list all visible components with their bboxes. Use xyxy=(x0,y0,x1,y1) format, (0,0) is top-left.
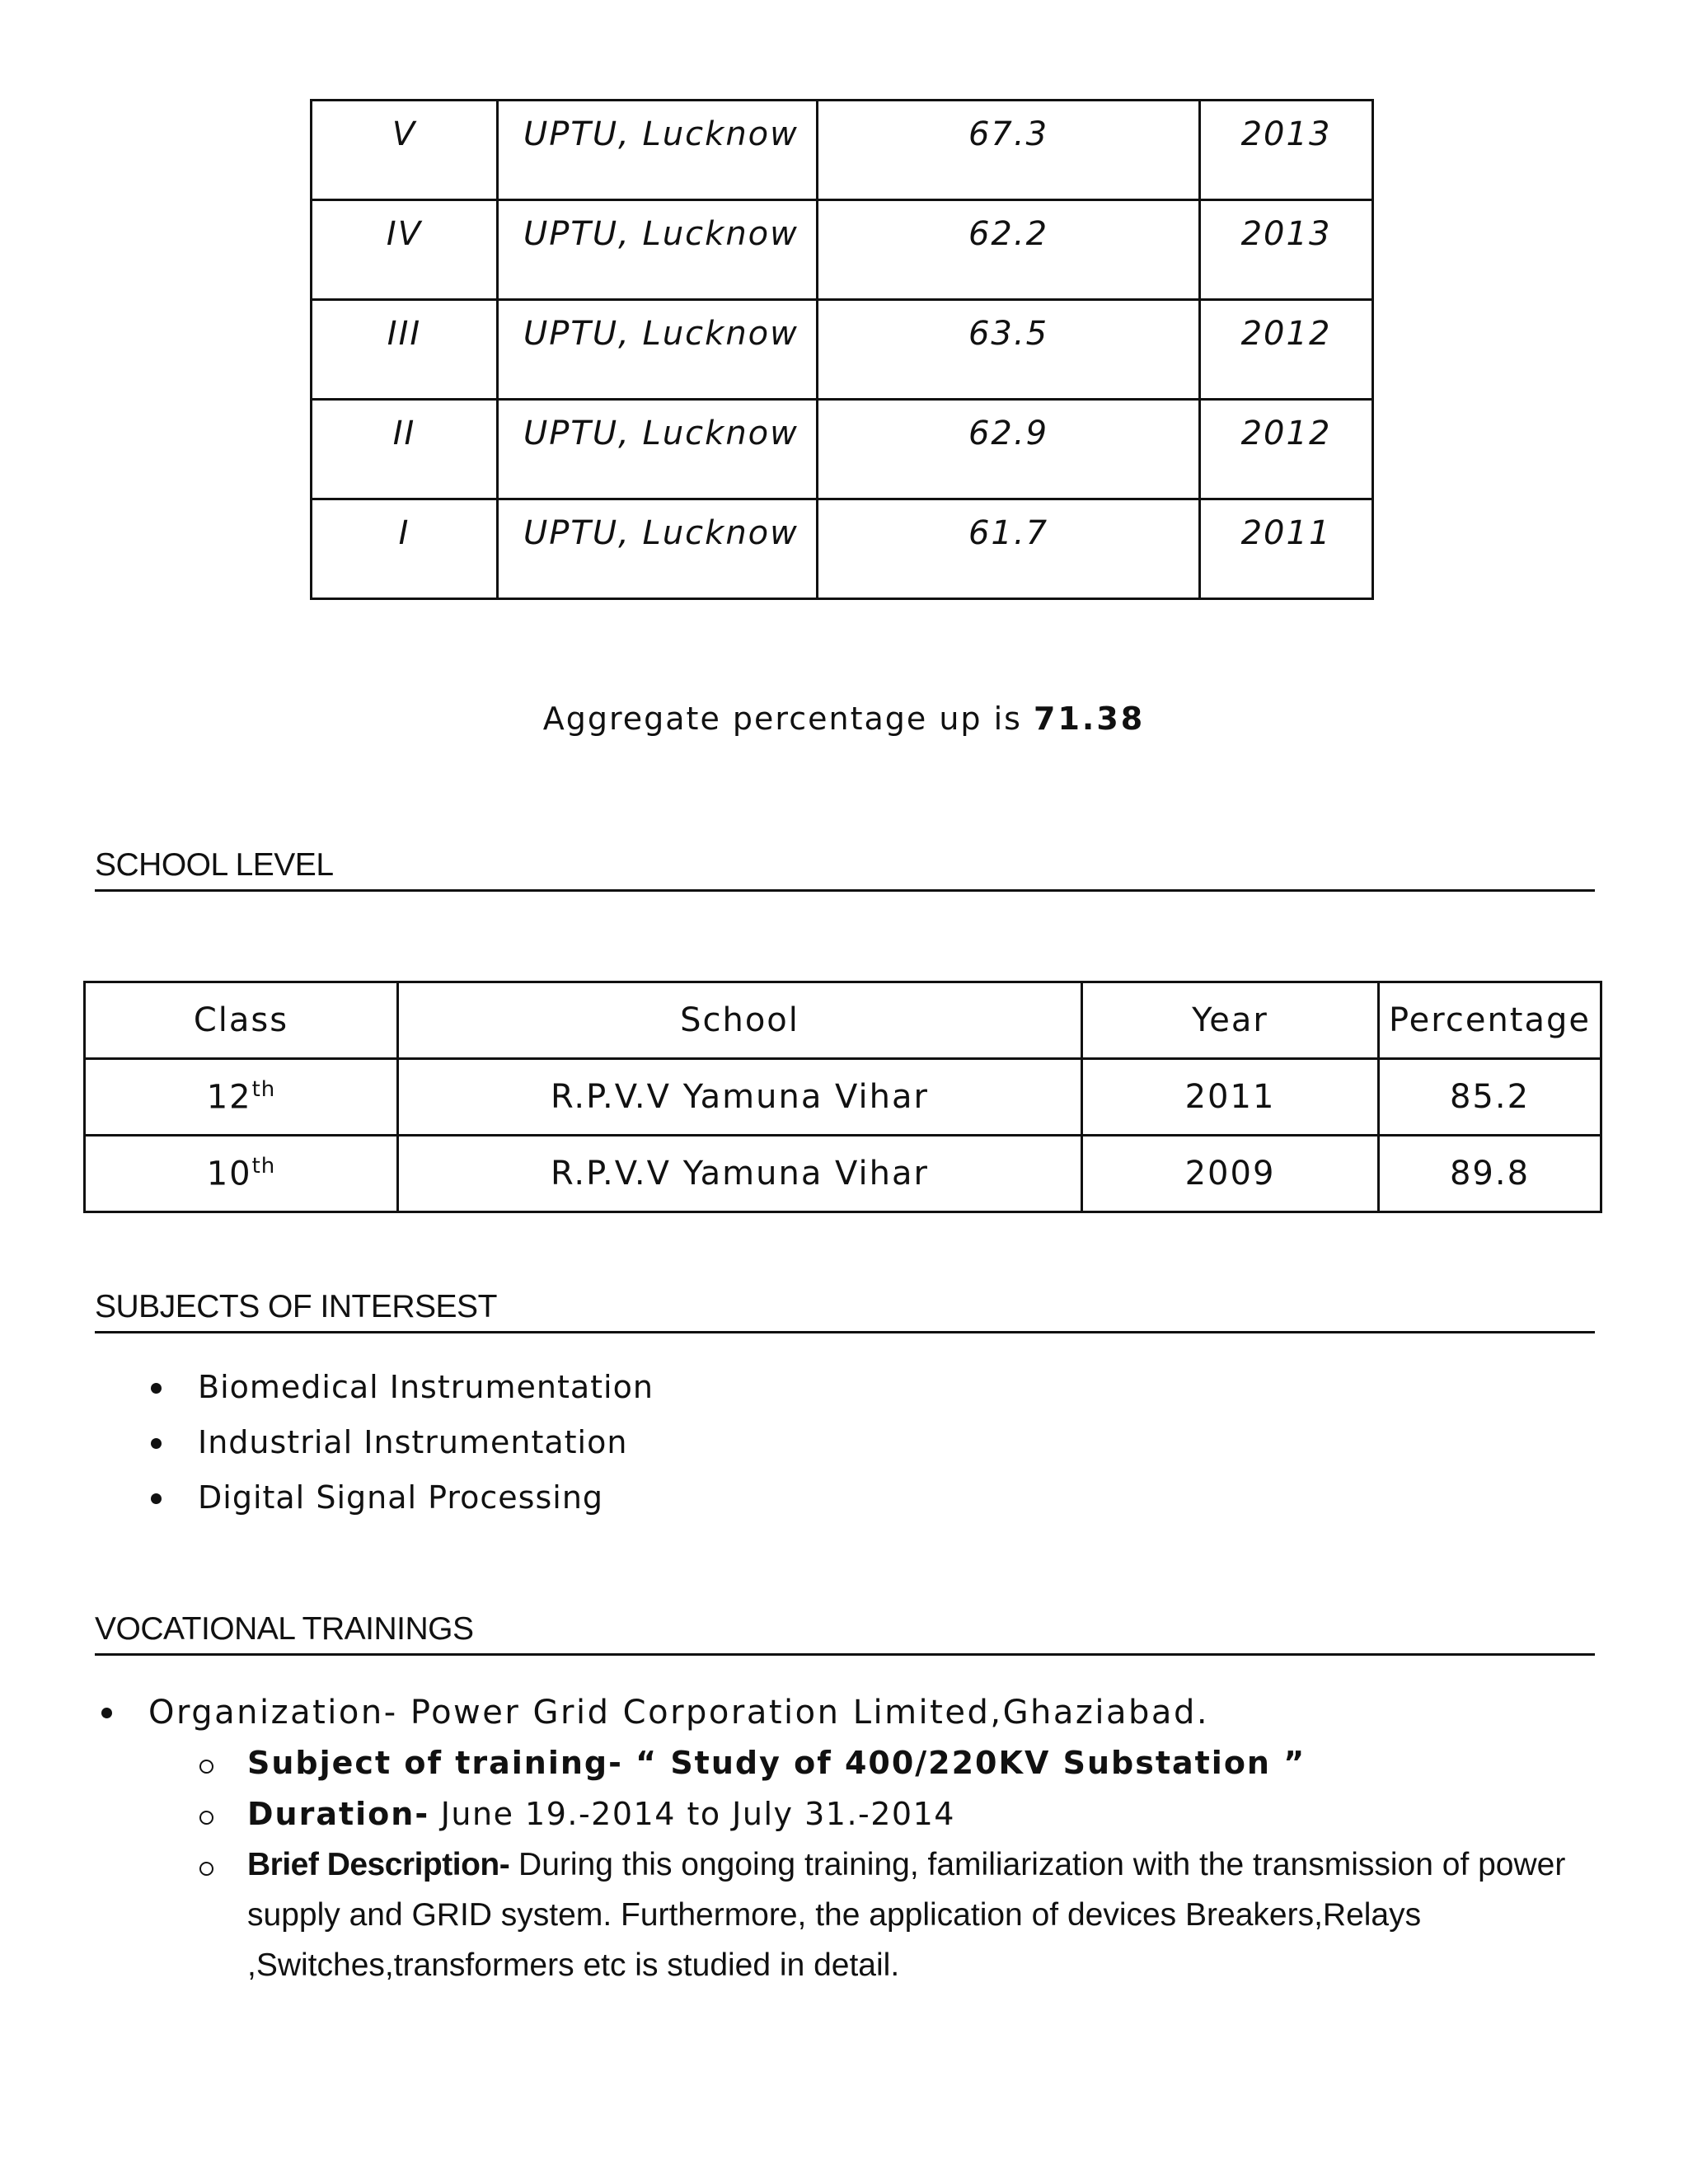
interests-heading: SUBJECTS OF INTERSEST xyxy=(95,1291,1595,1333)
aggregate-value: 71.38 xyxy=(1034,701,1146,737)
percentage-cell: 67.3 xyxy=(818,101,1200,200)
table-row xyxy=(312,200,1373,300)
year-cell: 2011 xyxy=(1082,1059,1379,1136)
aggregate-label: Aggregate percentage up is xyxy=(542,701,1034,737)
list-item: Biomedical Instrumentation xyxy=(0,1364,654,1419)
description-line: Brief Description- During this ongoing training, familiarization with the transmission of power supply and GRID system. Furthermore, the application of devices Breakers,Relays ,Switches,transformers etc is studied in detail. xyxy=(0,1840,1599,1990)
school-cell: R.P.V.V Yamuna Vihar xyxy=(398,1059,1082,1136)
percentage-cell: 63.5 xyxy=(818,300,1200,400)
vocational-training-block xyxy=(0,1688,1688,1990)
hollow-bullet-icon xyxy=(199,1862,213,1876)
percentage-cell: 61.7 xyxy=(818,499,1200,599)
institution-cell: UPTU, Lucknow xyxy=(498,200,818,300)
aggregate-percentage xyxy=(0,701,1688,737)
year-cell: 2012 xyxy=(1200,300,1373,400)
percentage-cell: 62.2 xyxy=(818,200,1200,300)
column-header-class: Class xyxy=(85,982,398,1059)
hollow-bullet-icon xyxy=(199,1760,213,1774)
vocational-heading: VOCATIONAL TRAININGS xyxy=(95,1613,1595,1656)
class-cell: 10th xyxy=(85,1136,398,1212)
table-header-row xyxy=(85,982,1601,1059)
institution-cell: UPTU, Lucknow xyxy=(498,400,818,499)
semester-cell: I xyxy=(312,499,498,599)
semester-cell: IV xyxy=(312,200,498,300)
semester-results-table xyxy=(310,99,1374,600)
year-cell: 2013 xyxy=(1200,101,1373,200)
hollow-bullet-icon xyxy=(199,1811,213,1825)
bullet-icon xyxy=(101,1708,112,1718)
institution-cell: UPTU, Lucknow xyxy=(498,499,818,599)
table-row xyxy=(312,300,1373,400)
institution-cell: UPTU, Lucknow xyxy=(498,101,818,200)
table-row xyxy=(85,1059,1601,1136)
table-row xyxy=(312,499,1373,599)
column-header-year: Year xyxy=(1082,982,1379,1059)
table-row xyxy=(312,101,1373,200)
semester-cell: II xyxy=(312,400,498,499)
interests-list xyxy=(0,1364,654,1530)
bullet-icon xyxy=(151,1383,162,1394)
school-level-table xyxy=(83,981,1602,1213)
semester-cell: III xyxy=(312,300,498,400)
semester-cell: V xyxy=(312,101,498,200)
year-cell: 2012 xyxy=(1200,400,1373,499)
year-cell: 2011 xyxy=(1200,499,1373,599)
school-cell: R.P.V.V Yamuna Vihar xyxy=(398,1136,1082,1212)
bullet-icon xyxy=(151,1493,162,1504)
list-item: Digital Signal Processing xyxy=(0,1474,654,1530)
year-cell: 2013 xyxy=(1200,200,1373,300)
bullet-icon xyxy=(151,1438,162,1449)
percentage-cell: 89.8 xyxy=(1379,1136,1601,1212)
percentage-cell: 85.2 xyxy=(1379,1059,1601,1136)
column-header-school: School xyxy=(398,982,1082,1059)
year-cell: 2009 xyxy=(1082,1136,1379,1212)
subject-line: Subject of training- “ Study of 400/220KV Substation ” xyxy=(0,1737,1599,1788)
percentage-cell: 62.9 xyxy=(818,400,1200,499)
class-cell: 12th xyxy=(85,1059,398,1136)
column-header-percentage: Percentage xyxy=(1379,982,1601,1059)
institution-cell: UPTU, Lucknow xyxy=(498,300,818,400)
table-row xyxy=(85,1136,1601,1212)
school-level-heading: SCHOOL LEVEL xyxy=(95,849,1595,892)
organization-line: Organization- Power Grid Corporation Limited,Ghaziabad. xyxy=(0,1688,1688,1737)
table-row xyxy=(312,400,1373,499)
duration-line: Duration- June 19.-2014 to July 31.-2014 xyxy=(0,1788,1599,1840)
list-item: Industrial Instrumentation xyxy=(0,1419,654,1474)
